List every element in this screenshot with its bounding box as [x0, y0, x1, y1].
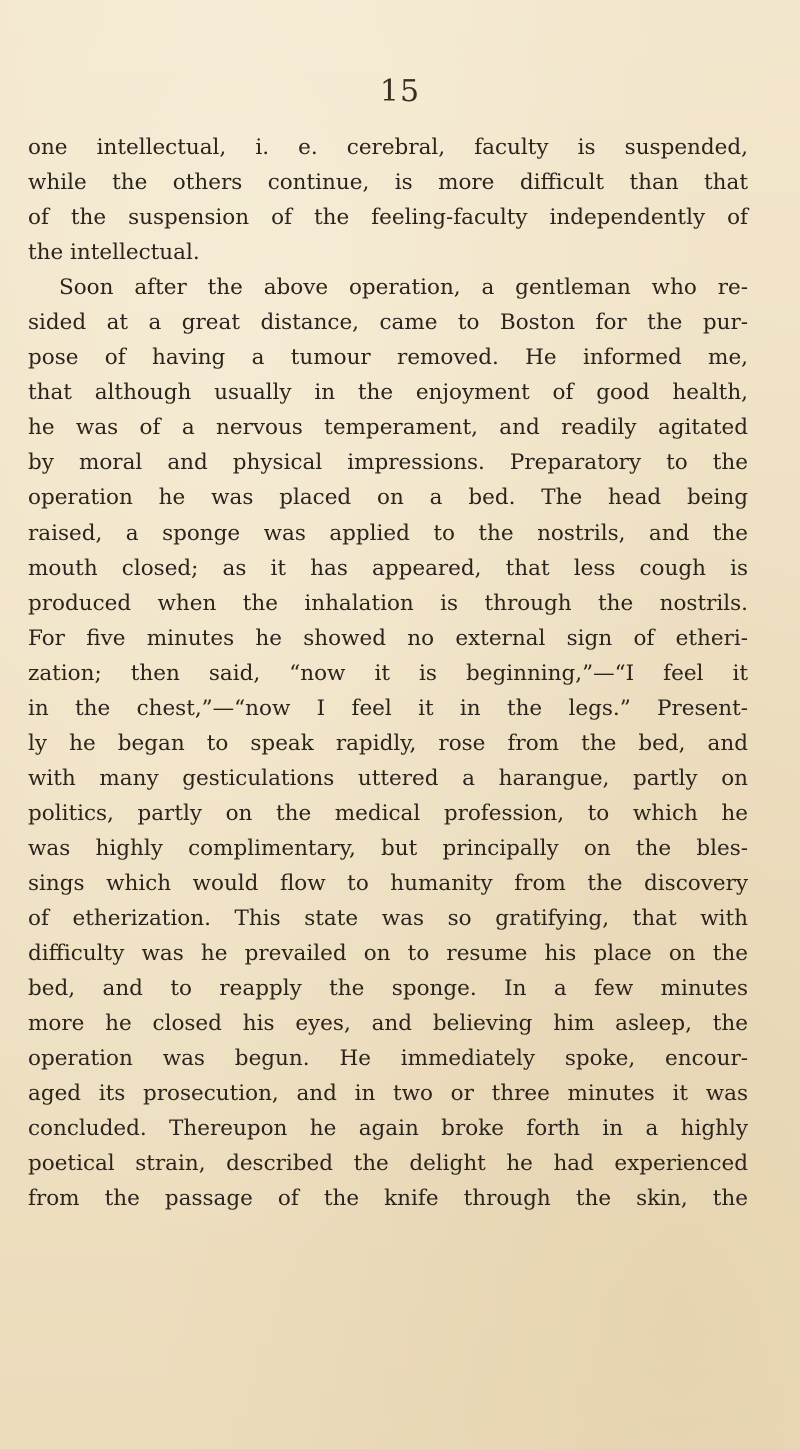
text-line: pose of having a tumour removed. He informed me, — [28, 345, 748, 371]
page-number: 15 — [379, 74, 421, 109]
text-line: bed, and to reapply the sponge. In a few minutes — [28, 976, 748, 1002]
text-line: zation; then said, “now it is beginning,”—“I feel it — [28, 660, 748, 686]
text-line: by moral and physical impressions. Preparatory to the — [28, 450, 748, 476]
text-line: ly he began to speak rapidly, rose from the bed, and — [28, 730, 748, 756]
text-line: produced when the inhalation is through the nostrils. — [28, 590, 748, 616]
text-line: mouth closed; as it has appeared, that less cough is — [28, 555, 748, 581]
text-line: sings which would flow to humanity from the discovery — [28, 870, 748, 896]
text-line: politics, partly on the medical profession, to which he — [28, 800, 748, 826]
text-line: operation he was placed on a bed. The head being — [28, 485, 748, 511]
paragraph-start-line: Soon after the above operation, a gentleman who re- — [59, 275, 748, 301]
text-line: more he closed his eyes, and believing him asleep, the — [28, 1011, 748, 1037]
text-line: raised, a sponge was applied to the nostrils, and the — [28, 520, 748, 546]
text-line: of etherization. This state was so gratifying, that with — [28, 906, 748, 932]
text-line: he was of a nervous temperament, and readily agitated — [28, 415, 748, 441]
text-line: sided at a great distance, came to Boston for the pur- — [28, 310, 748, 336]
text-line: aged its prosecution, and in two or three minutes it was — [28, 1081, 748, 1107]
text-line: in the chest,”—“now I feel it in the legs.” Present- — [28, 695, 748, 721]
text-line: while the others continue, is more difficult than that — [28, 170, 748, 196]
text-line: with many gesticulations uttered a harangue, partly on — [28, 765, 748, 791]
text-line: from the passage of the knife through the skin, the — [28, 1186, 748, 1212]
text-line: concluded. Thereupon he again broke forth in a highly — [28, 1116, 748, 1142]
text-line: of the suspension of the feeling-faculty independently of — [28, 205, 748, 231]
body-text — [28, 130, 748, 1216]
text-line: poetical strain, described the delight he had experienced — [28, 1151, 748, 1177]
text-line: For five minutes he showed no external sign of etheri- — [28, 625, 748, 651]
text-line: was highly complimentary, but principally on the bles- — [28, 835, 748, 861]
text-line: difficulty was he prevailed on to resume his place on the — [28, 941, 748, 967]
text-line: the intellectual. — [28, 240, 200, 266]
text-line: that although usually in the enjoyment of good health, — [28, 380, 748, 406]
text-line: operation was begun. He immediately spoke, encour- — [28, 1046, 748, 1072]
text-line: one intellectual, i. e. cerebral, faculty is suspended, — [28, 135, 748, 160]
